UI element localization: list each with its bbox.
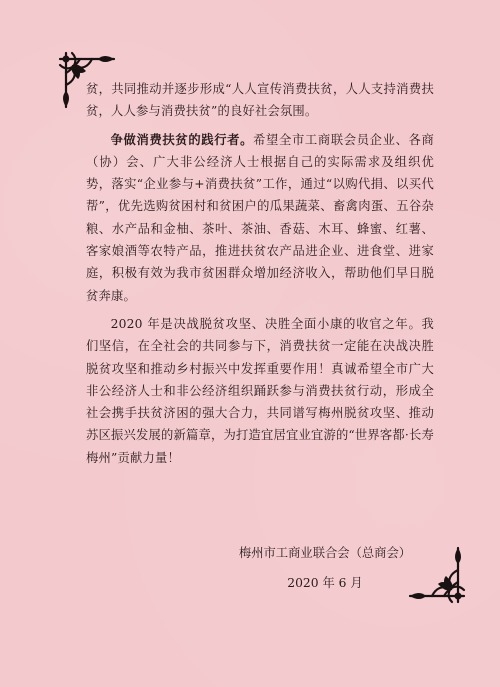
paragraph-body: 希望全市工商联会员企业、各商（协）会、广大非公经济人士根据自己的实际需求及组织优势，落实“企业参与+消费扶贫”工作，通过“以购代捐、以买代帮”，优先选购贫困村和贫困户的瓜果蔬菜、畜禽肉蛋、五谷杂粮、水产品和金柚、茶叶、茶油、香菇、木耳、蜂蜜、红薯、客家娘酒等农特产品，推进扶贫农产品进企业、进食堂、进家庭，积极有效为我市贫困群众增加经济收入，帮助他们早日脱贫奔康。 (86, 132, 434, 303)
signature-date: 2020 年 6 月 (287, 576, 363, 590)
paragraph-heading: 争做消费扶贫的践行者。 (110, 131, 254, 147)
paragraph-consumption-poverty-alleviation (86, 129, 434, 307)
paragraph-continuation: 贫，共同推动并逐步形成“人人宣传消费扶贫，人人支持消费扶贫，人人参与消费扶贫”的良好社会氛围。 (86, 82, 434, 119)
signature-block (230, 541, 420, 595)
paragraph-closing-appeal: 2020 年是决战脱贫攻坚、决胜全面小康的收官之年。我们坚信，在全社会的共同参与下，消费扶贫一定能在决战决胜脱贫攻坚和推动乡村振兴中发挥重要作用！真诚希望全市广大非公经济人士和非公经济组织踊跃参与消费扶贫行动，形成全社会携手扶贫济困的强大合力，共同谱写梅州脱贫攻坚、推动苏区振兴发展的新篇章，为打造宜居宜业宜游的“世界客都·长寿梅州”贡献力量！ (86, 316, 435, 465)
letter-body (86, 78, 434, 469)
signature-organization: 梅州市工商业联合会（总商会） (238, 546, 412, 560)
